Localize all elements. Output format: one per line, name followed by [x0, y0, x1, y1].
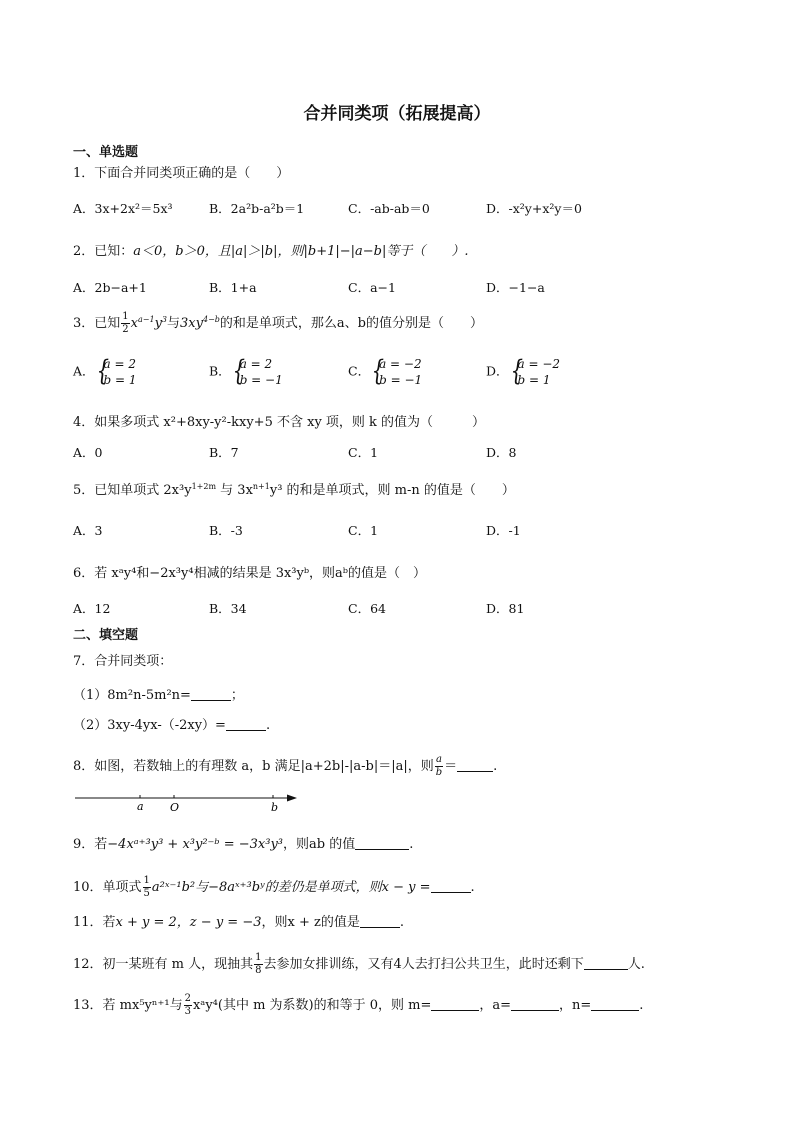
number-line-label-origin: O [170, 801, 180, 814]
q5-option-a: A．3 [73, 523, 103, 538]
q6-option-a: A．12 [73, 601, 111, 616]
question-2-stem [73, 245, 468, 258]
q5-option-b: B．-3 [209, 523, 243, 538]
q3-prefix: 3．已知 [73, 316, 121, 331]
q3-mid: 与 [167, 316, 181, 331]
q4-option-c: C．1 [348, 445, 379, 460]
answer-blank[interactable] [457, 759, 493, 772]
q3-option-b-system: { a = 2 b = −1 [231, 356, 283, 388]
q10-fraction: $\frac{1}{5}$ [143, 875, 150, 899]
q2-prefix: 2．已知： [73, 244, 134, 259]
q2-option-b: B．1+a [209, 280, 257, 295]
q3-option-d: D． { a = −2 b = 1 [486, 356, 560, 388]
question-7-part-1: （1）8m²n-5m²n= ； [73, 688, 244, 703]
q6-option-c: C．64 [348, 601, 386, 616]
question-3-stem [73, 312, 483, 335]
answer-blank[interactable] [191, 688, 231, 701]
answer-blank-n[interactable] [591, 998, 639, 1011]
question-7-stem: 7．合并同类项： [73, 654, 173, 669]
answer-blank[interactable] [360, 915, 400, 928]
page-title: 合并同类项（拓展提高） [303, 104, 491, 124]
q3-option-c: C． { a = −2 b = −1 [348, 356, 422, 388]
q8-fraction: $\frac{a}{b}$ [435, 754, 443, 778]
q3-option-c-system: { a = −2 b = −1 [370, 356, 422, 388]
q5-option-d: D．-1 [486, 523, 521, 538]
q6-option-d: D．81 [486, 601, 525, 616]
answer-blank[interactable] [584, 957, 628, 970]
answer-blank[interactable] [226, 718, 266, 731]
q3-option-d-system: { a = −2 b = 1 [509, 356, 561, 388]
q4-option-d: D．8 [486, 445, 517, 460]
question-10-stem: 10．单项式 $\frac{1}{5}$ a²ˣ⁻¹b²与−8aˣ⁺³bʸ的差仍是单项式，则x − y = . [73, 875, 475, 899]
q4-option-b: B．7 [209, 445, 239, 460]
q6-option-b: B．34 [209, 601, 247, 616]
question-9-stem: 9．若−4xᵃ⁺³y³ + x³y²⁻ᵇ = −3x³y³，则ab 的值 . [73, 837, 414, 852]
q2-condition: a＜0，b＞0，且|a|＞|b|，则|b+1|−|a−b|等于（ ）. [133, 244, 469, 259]
question-8-stem: 8．如图，若数轴上的有理数 a，b 满足|a+2b|-|a-b|＝|a|，则 $\frac{a}{b}$ ＝ . [73, 754, 498, 778]
question-6-stem: 6．若 xᵃy⁴和−2x³y⁴相减的结果是 3x³yᵇ，则aᵇ的值是（ ） [73, 566, 427, 581]
q1-option-c: C．-ab-ab＝0 [348, 201, 430, 216]
number-line-label-b: b [271, 801, 279, 814]
question-12-stem: 12．初一某班有 m 人，现抽其 $\frac{1}{8}$ 去参加女排训练，又有4人去打扫公共卫生，此时还剩下 人. [73, 952, 645, 976]
question-13-stem: 13．若 mx⁵yⁿ⁺¹与 $\frac{2}{3}$ xᵃy⁴(其中 m 为系数)的和等于 0，则 m= ，a= ，n= . [73, 993, 644, 1017]
q4-option-a: A．0 [73, 445, 103, 460]
question-1-stem: 1．下面合并同类项正确的是（ ） [73, 166, 290, 181]
section-heading-fill-in: 二、填空题 [73, 628, 139, 643]
answer-blank-m[interactable] [431, 998, 479, 1011]
q1-option-a: A．3x+2x²＝5x³ [73, 201, 173, 216]
q5-option-c: C．1 [348, 523, 379, 538]
q3-fraction: $\frac{1}{2}$ [122, 311, 129, 335]
q3-option-a-system: { a = 2 b = 1 [95, 356, 137, 388]
question-7-part-2: （2）3xy-4yx-（-2xy）= . [73, 718, 271, 733]
q3-term-2: $3xy^{4-b}$ [180, 315, 220, 331]
q1-option-b: B．2a²b-a²b＝1 [209, 201, 305, 216]
q2-option-a: A．2b−a+1 [73, 280, 147, 295]
q3-option-a: A． { a = 2 b = 1 [73, 356, 137, 388]
q3-term-1: $x^{a-1}y^3$ [130, 315, 168, 331]
answer-blank[interactable] [431, 880, 471, 893]
q12-fraction: $\frac{1}{8}$ [255, 952, 262, 976]
question-5-stem: 5．已知单项式 $2x^3y^{1+2m}$ 与 $3x^{n+1}y^3$ 的和是单项式，则 m-n 的值是（ ） [73, 482, 515, 498]
question-11-stem: 11．若x + y = 2，z − y = −3，则x + z的值是 . [73, 915, 404, 930]
q2-option-c: C．a−1 [348, 280, 396, 295]
q3-post: 的和是单项式，那么a、b的值分别是（ ） [219, 316, 483, 331]
number-line-label-a: a [137, 800, 144, 813]
number-line-figure [73, 790, 299, 814]
number-line-arrow-icon [287, 795, 297, 802]
answer-blank-a[interactable] [511, 998, 559, 1011]
q1-option-d: D．-x²y+x²y＝0 [486, 201, 582, 216]
q13-fraction: $\frac{2}{3}$ [184, 993, 191, 1017]
q2-option-d: D．−1−a [486, 280, 545, 295]
q3-option-b: B． { a = 2 b = −1 [209, 356, 283, 388]
question-4-stem: 4．如果多项式 x²+8xy-y²-kxy+5 不含 xy 项，则 k 的值为（ ） [73, 415, 486, 430]
section-heading-single-choice: 一、单选题 [73, 145, 139, 160]
answer-blank[interactable] [355, 837, 409, 850]
